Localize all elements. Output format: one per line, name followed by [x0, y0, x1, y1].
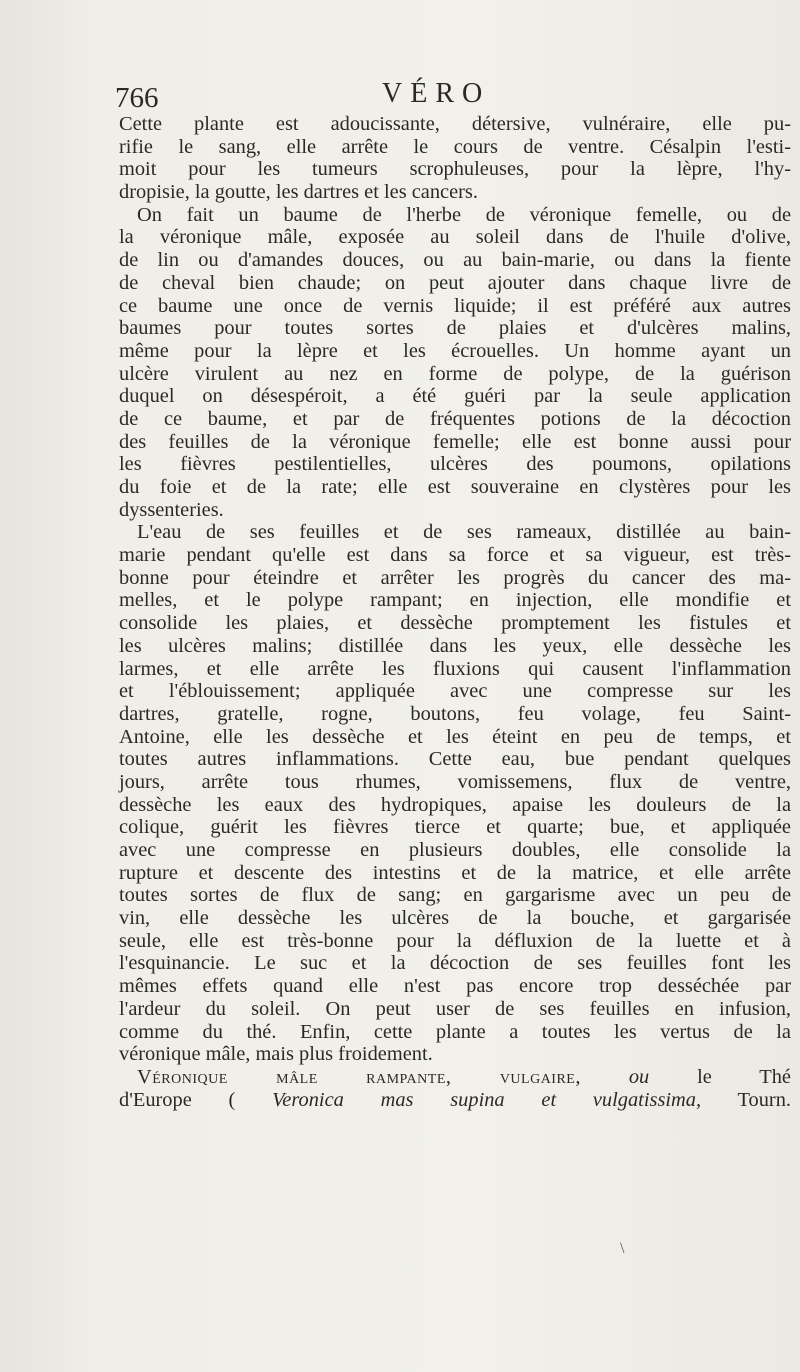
text-line: même pour la lèpre et les écrouelles. Un homme ayant un	[119, 339, 791, 362]
entry-latin-line	[119, 1089, 791, 1112]
running-head: VÉRO	[382, 78, 491, 109]
text-line: vin, elle dessèche les ulcères de la bouche, et gargarisée	[119, 907, 791, 930]
text-line: rupture et descente des intestins et de la matrice, et elle arrête	[119, 861, 791, 884]
text-line: avec une compresse en plusieurs doubles, elle consolide la	[119, 839, 791, 861]
text-line: seule, elle est très-bonne pour la défluxion de la luette et à	[119, 929, 791, 952]
text-line: bonne pour éteindre et arrêter les progrès du cancer des ma-	[119, 566, 791, 589]
text-line: jours, arrête tous rhumes, vomissemens, flux de ventre,	[119, 770, 791, 793]
text-line: Cette plante est adoucissante, détersive, vulnéraire, elle pu-	[119, 113, 791, 135]
text-line: des feuilles de la véronique femelle; elle est bonne aussi pour	[119, 430, 791, 453]
text-line: dessèche les eaux des hydropiques, apaise les douleurs de la	[119, 793, 791, 816]
text-line: consolide les plaies, et dessèche promptement les fistules et	[119, 612, 791, 635]
entry-headword: Véronique mâle rampante, vulgaire,	[137, 1065, 581, 1088]
page-number: 766	[115, 82, 159, 114]
text-line: de lin ou d'amandes douces, ou au bain-marie, ou dans la fiente	[119, 249, 791, 272]
text-line: mêmes effets quand elle n'est pas encore trop desséchée par	[119, 975, 791, 998]
text-line: duquel on désespéroit, a été guéri par la seule application	[119, 385, 791, 408]
text-line: dartres, gratelle, rogne, boutons, feu volage, feu Saint-	[119, 702, 791, 725]
entry-headword-line	[119, 1066, 791, 1089]
text-line: melles, et le polype rampant; en injection, elle mondifie et	[119, 589, 791, 612]
text-line: véronique mâle, mais plus froidement.	[119, 1043, 433, 1066]
text-line: et l'éblouissement; appliquée avec une compresse sur les	[119, 680, 791, 703]
entry-latin-name: Veronica mas supina et vulgatissima,	[272, 1088, 702, 1111]
text-line: moit pour les tumeurs scrophuleuses, pour la lèpre, l'hy-	[119, 158, 791, 181]
text-line: rifie le sang, elle arrête le cours de ventre. Césalpin l'esti-	[119, 135, 791, 158]
stray-mark: \	[620, 1240, 625, 1257]
text-line: les fièvres pestilentielles, ulcères des poumons, opilations	[119, 453, 791, 476]
text-line: L'eau de ses feuilles et de ses rameaux, distillée au bain-	[137, 521, 791, 544]
page-header	[110, 76, 800, 116]
body-text	[119, 113, 791, 1111]
text-line: On fait un baume de l'herbe de véronique femelle, ou de	[137, 203, 791, 226]
text-line: marie pendant qu'elle est dans sa force et sa vigueur, est très-	[119, 544, 791, 567]
text-line: ulcère virulent au nez en forme de polype, de la guérison	[119, 362, 791, 385]
text-line: toutes sortes de flux de sang; en gargarisme avec un peu de	[119, 884, 791, 907]
entry-line2-end: Tourn.	[737, 1088, 791, 1111]
text-line: larmes, et elle arrête les fluxions qui causent l'inflammation	[119, 657, 791, 680]
text-line: l'ardeur du soleil. On peut user de ses feuilles en infusion,	[119, 997, 791, 1020]
text-line: baumes pour toutes sortes de plaies et d'ulcères malins,	[119, 317, 791, 340]
text-line: du foie et de la rate; elle est souveraine en clystères pour les	[119, 476, 791, 498]
text-line: ce baume une once de vernis liquide; il est préféré aux autres	[119, 294, 791, 317]
text-line: comme du thé. Enfin, cette plante a toutes les vertus de la	[119, 1020, 791, 1043]
text-line: toutes autres inflammations. Cette eau, bue pendant quelques	[119, 748, 791, 771]
text-line: colique, guérit les fièvres tierce et quarte; bue, et appliquée	[119, 816, 791, 839]
text-line: les ulcères malins; distillée dans les yeux, elle dessèche les	[119, 634, 791, 657]
text-line: de ce baume, et par de fréquentes potions de la décoction	[119, 407, 791, 430]
entry-ou: ou	[628, 1065, 650, 1088]
text-line: la véronique mâle, exposée au soleil dans de l'huile d'olive,	[119, 226, 791, 249]
text-line: dyssenteries.	[119, 498, 224, 521]
text-line: dropisie, la goutte, les dartres et les cancers.	[119, 181, 478, 204]
text-line: de cheval bien chaude; on peut ajouter dans chaque livre de	[119, 271, 791, 294]
entry-the: le Thé	[697, 1065, 791, 1088]
entry-line2-start: d'Europe (	[119, 1088, 236, 1111]
text-line: Antoine, elle les dessèche et les éteint en peu de temps, et	[119, 725, 791, 748]
text-line: l'esquinancie. Le suc et la décoction de ses feuilles font les	[119, 952, 791, 975]
